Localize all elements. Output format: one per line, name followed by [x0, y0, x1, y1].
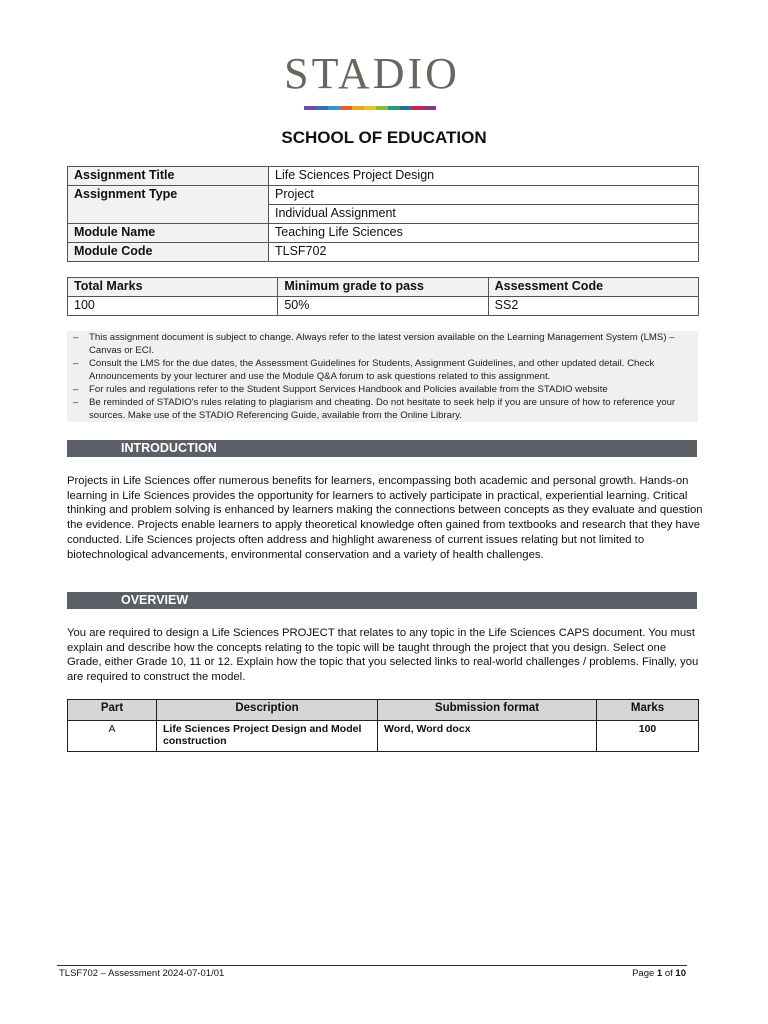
page-word: Page [632, 968, 655, 979]
logo-stripe-segment [412, 106, 424, 110]
introduction-heading [67, 440, 697, 457]
logo-stripe-segment [340, 106, 352, 110]
footer-divider [57, 965, 687, 966]
assessment-code-value: SS2 [488, 297, 698, 316]
logo-stripe-segment [364, 106, 376, 110]
table-row [68, 297, 699, 316]
bullet-dash: – [73, 397, 79, 408]
page-total: 10 [675, 968, 686, 979]
table-row [68, 224, 699, 243]
min-grade-value: 50% [278, 297, 488, 316]
logo-stripe-segment [424, 106, 436, 110]
assessment-code-header: Assessment Code [488, 278, 698, 297]
school-title: SCHOOL OF EDUCATION [281, 128, 487, 147]
module-name-value: Teaching Life Sciences [269, 224, 699, 243]
bullet-dash: – [73, 332, 79, 343]
table-header-row [68, 700, 699, 721]
assignment-type-label: Assignment Type [68, 186, 269, 224]
part-cell: A [68, 721, 157, 752]
notice-text: Consult the LMS for the due dates, the Assessment Guidelines for Students, Assignment Guidelines, and other updated detail. Check Announcements by your lecturer and use the Module Q&A forum to ask questions related to this assignment. [89, 358, 655, 382]
logo-stripe-segment [316, 106, 328, 110]
logo-color-stripe [304, 106, 436, 110]
notice-box [67, 331, 698, 422]
logo-stripe-segment [376, 106, 388, 110]
description-header: Description [157, 700, 378, 721]
marks-table [67, 277, 699, 316]
overview-paragraph: You are required to design a Life Sciences PROJECT that relates to any topic in the Life Sciences CAPS document. You must explain and describe how the concepts relating to the topic will be taught through the project that you design. Select one Grade, either Grade 10, 11 or 12. Explain how the topic that you selected links to real-world challenges / problems. Finally, you are required to construct the model. [67, 627, 699, 684]
submission-format-header: Submission format [378, 700, 597, 721]
notice-item [72, 331, 693, 357]
submission-format-cell: Word, Word docx [378, 721, 597, 752]
min-grade-header: Minimum grade to pass [278, 278, 488, 297]
notice-item [72, 357, 693, 383]
assignment-info-table [67, 166, 699, 262]
assignment-title-value: Life Sciences Project Design [269, 167, 699, 186]
introduction-paragraph: Projects in Life Sciences offer numerous benefits for learners, encompassing both academic and personal growth. Hands-on learning in Life Sciences provides the opportunity for learners to actively participate in practical, experiential learning. Critical thinking and problem solving is enhanced by learners making the connections between concepts as they evaluate and question the evidence. Projects enable learners to apply theoretical knowledge often gained from textbooks and research that they have conducted. Life Sciences projects often address and highlight awareness of current issues relating but not limited to biotechnological advancements, environmental conservation and a variety of health challenges. [67, 475, 703, 561]
logo-stripe-segment [328, 106, 340, 110]
logo-stripe-segment [304, 106, 316, 110]
module-name-label: Module Name [68, 224, 269, 243]
bullet-dash: – [73, 384, 79, 395]
part-header: Part [68, 700, 157, 721]
introduction-heading-text: INTRODUCTION [121, 441, 217, 455]
notice-item [72, 383, 693, 396]
description-cell: Life Sciences Project Design and Model construction [157, 721, 378, 752]
footer-document-id: TLSF702 – Assessment 2024-07-01/01 [59, 968, 225, 979]
assignment-type-value-2: Individual Assignment [269, 205, 699, 224]
notice-text: For rules and regulations refer to the Student Support Services Handbook and Policies available from the STADIO website [89, 384, 608, 395]
table-row [68, 243, 699, 262]
marks-cell: 100 [597, 721, 699, 752]
notice-item [72, 396, 693, 422]
footer-page-number [600, 968, 686, 979]
logo-stripe-segment [388, 106, 400, 110]
of-word: of [664, 968, 673, 979]
total-marks-value: 100 [68, 297, 278, 316]
module-code-label: Module Code [68, 243, 269, 262]
marks-header: Marks [597, 700, 699, 721]
table-header-row [68, 278, 699, 297]
assignment-title-label: Assignment Title [68, 167, 269, 186]
page-current: 1 [656, 968, 663, 979]
notice-text: This assignment document is subject to change. Always refer to the latest version available on the Learning Management System (LMS) – Canvas or ECI. [89, 332, 675, 356]
module-code-value: TLSF702 [269, 243, 699, 262]
bullet-dash: – [73, 358, 79, 369]
logo-stripe-segment [352, 106, 364, 110]
table-row [68, 167, 699, 186]
overview-heading-text: OVERVIEW [121, 593, 189, 607]
stadio-logo [258, 46, 486, 116]
notice-text: Be reminded of STADIO's rules relating to plagiarism and cheating. Do not hesitate to seek help if you are unsure of how to reference your sources. Make use of the STADIO Referencing Guide, available from the Online Library. [89, 397, 676, 421]
overview-heading [67, 592, 697, 609]
table-row [68, 721, 699, 752]
table-row [68, 186, 699, 205]
logo-text: STADIO [284, 49, 460, 98]
parts-table [67, 699, 699, 752]
total-marks-header: Total Marks [68, 278, 278, 297]
assignment-type-value: Project [269, 186, 699, 205]
logo-stripe-segment [400, 106, 412, 110]
